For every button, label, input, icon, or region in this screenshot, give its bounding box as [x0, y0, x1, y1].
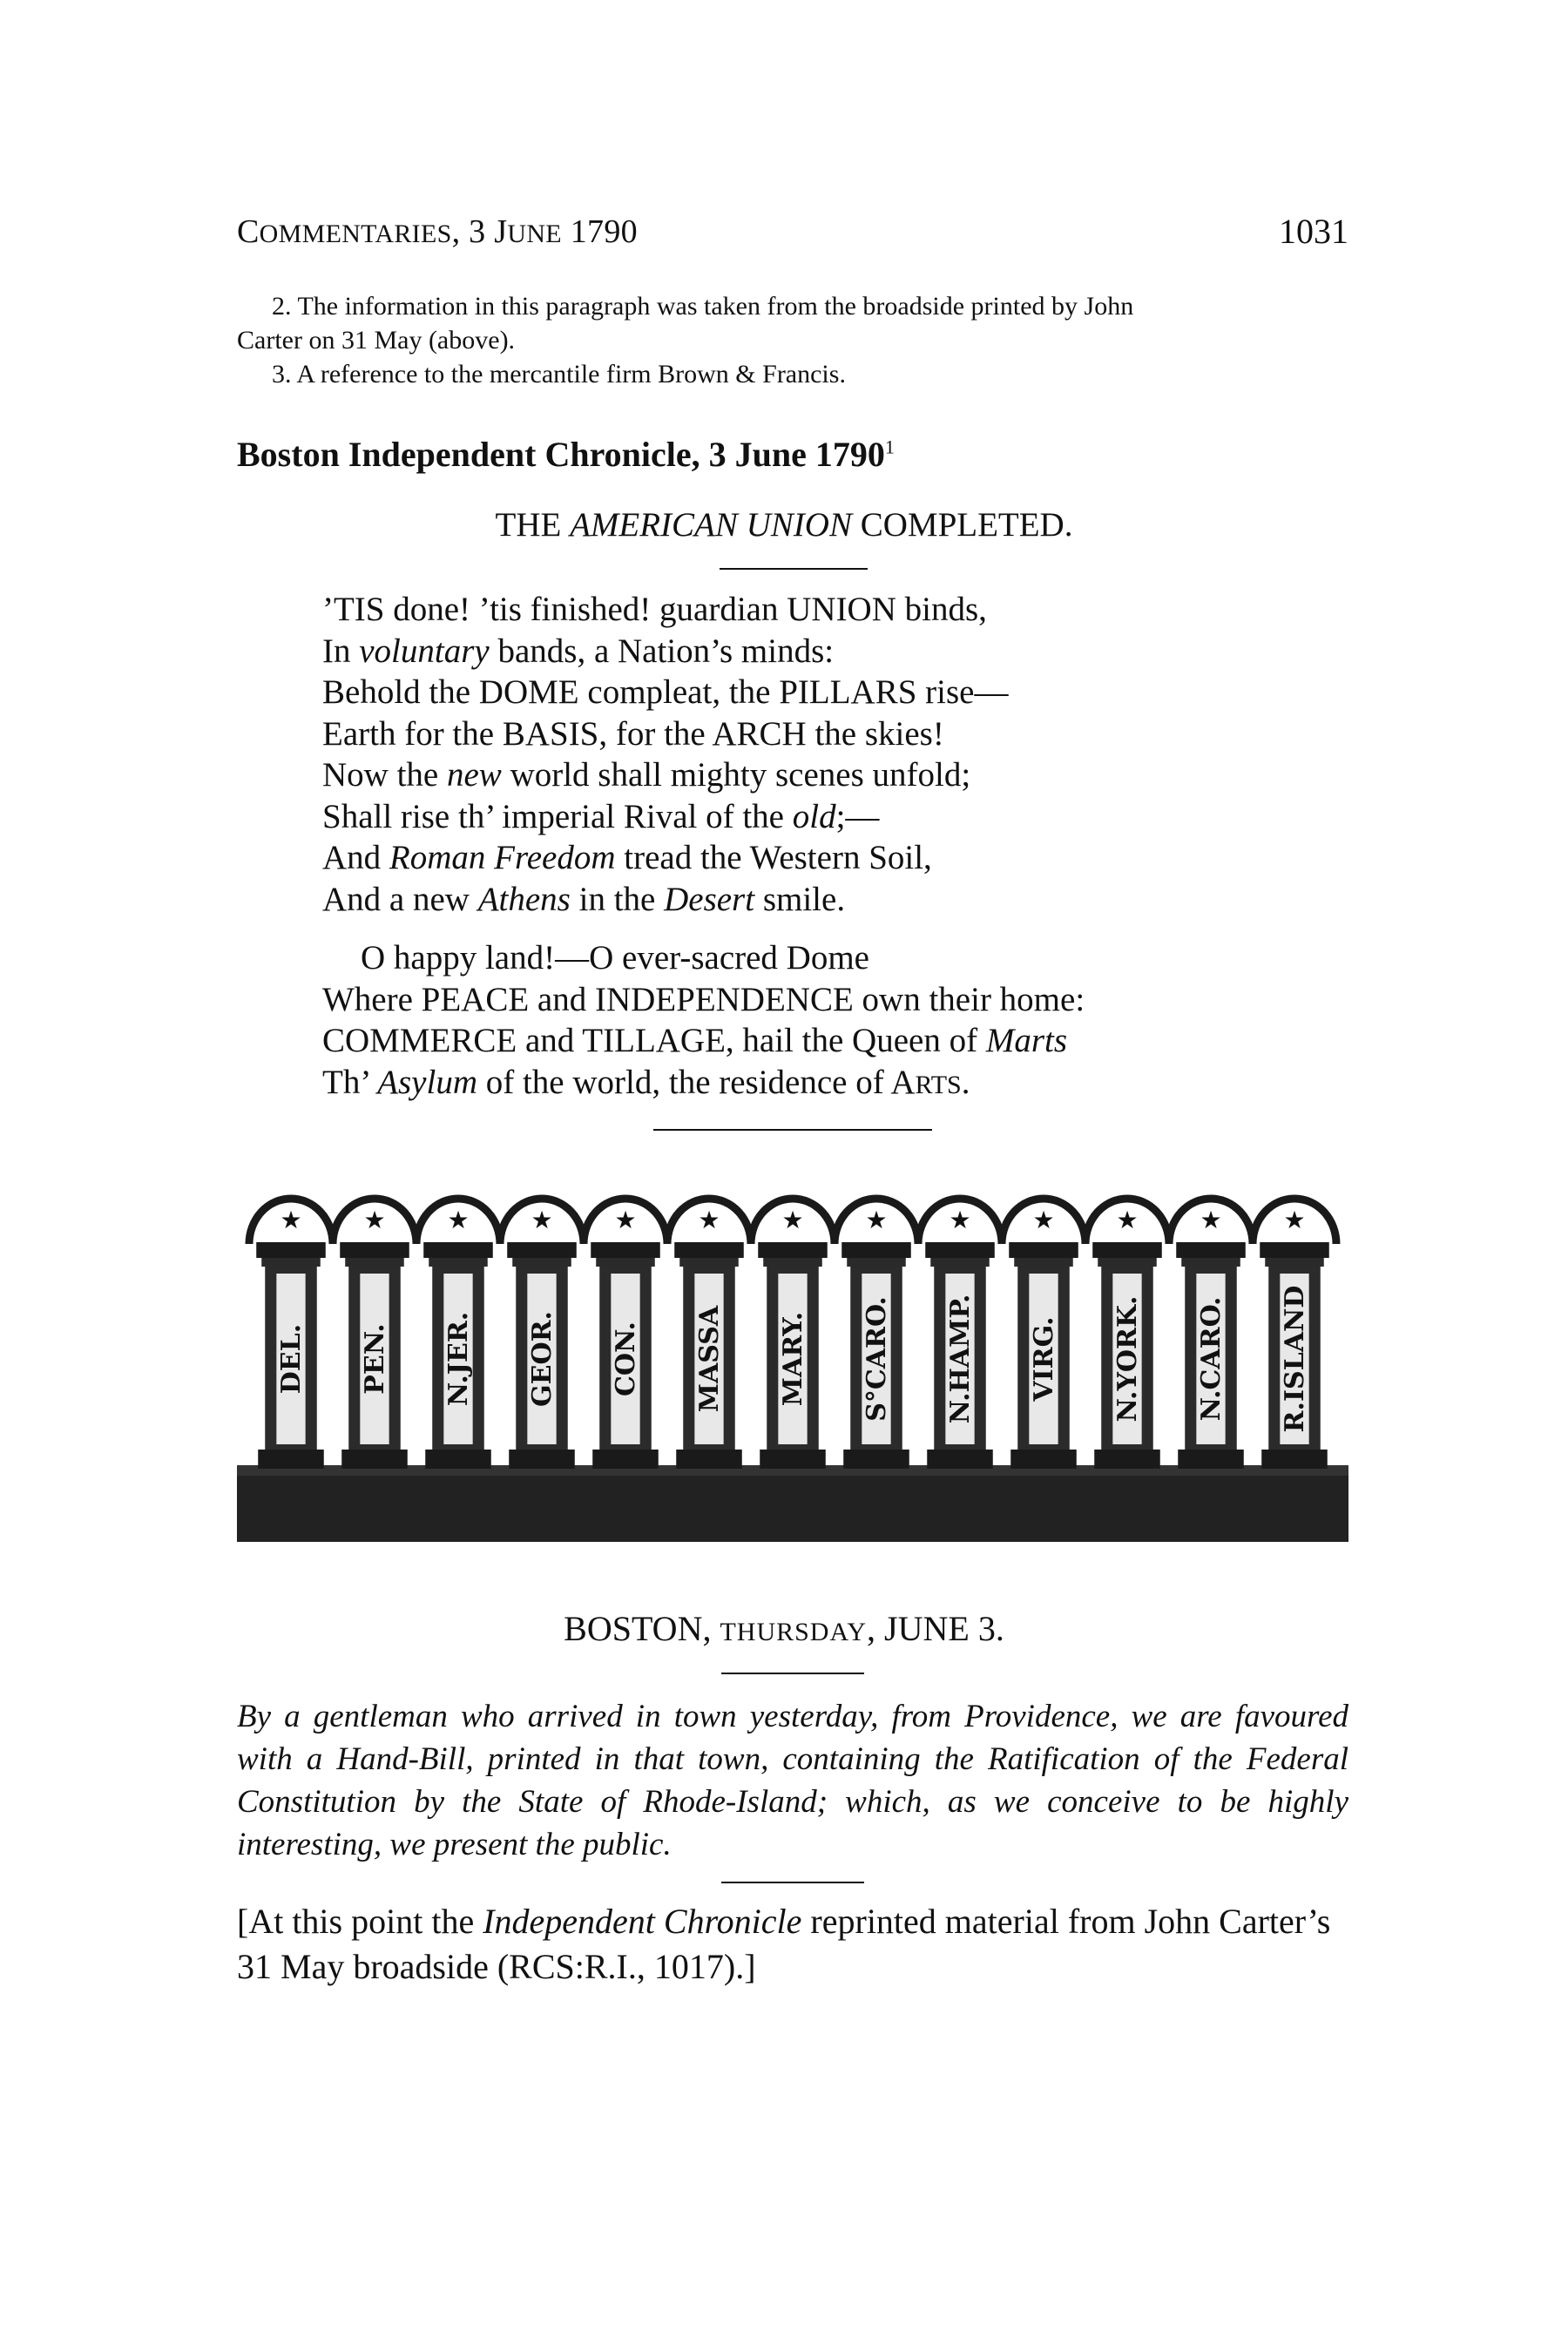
pillar-capital-lower [1181, 1258, 1240, 1267]
dateline-rule [721, 1673, 864, 1674]
poem-line: Shall rise th’ imperial Rival of the old;— [322, 797, 880, 835]
pillar-capital [1260, 1242, 1329, 1258]
pillar-base [676, 1450, 742, 1469]
running-head: COMMENTARIES, 3 JUNE 1790 [237, 213, 638, 250]
pillar-base [341, 1450, 408, 1469]
star-icon: ★ [698, 1206, 720, 1234]
pillar-capital [758, 1242, 828, 1258]
pillar-capital [925, 1242, 995, 1258]
poem-line: Th’ Asylum of the world, the residence of ARTS. [322, 1063, 970, 1101]
pillar-base [1178, 1450, 1244, 1469]
star-icon: ★ [447, 1206, 470, 1234]
poem-line: COMMERCE and TILLAGE, hail the Queen of Marts [322, 1022, 1068, 1059]
page-number: 1031 [1279, 212, 1348, 251]
pillar-base [592, 1450, 659, 1469]
italic-paragraph: By a gentleman who arrived in town yesterday, from Providence, we are favoured with a Hand-Bill, printed in that town, containing the Ratification of the Federal Constitution by the State of Rhode-Island; which, as we conceive to be highly interesting, we present the public. [237, 1699, 1348, 1862]
pillar-label: N.HAMP. [945, 1294, 976, 1424]
pillars-woodcut [237, 1183, 1348, 1549]
pillar-label: VIRG. [1029, 1316, 1059, 1402]
star-icon: ★ [614, 1206, 637, 1234]
pillar-base [760, 1450, 826, 1469]
article-heading: Boston Independent Chronicle, 3 June 1790$^1$ [237, 435, 895, 474]
poem-line: And Roman Freedom tread the Western Soil, [322, 839, 932, 876]
pillar-capital-lower [930, 1258, 990, 1267]
pillar-label: CON. [611, 1321, 641, 1396]
woodcut-base [237, 1472, 1348, 1542]
stanza-2 [322, 937, 1085, 1105]
pillar-capital [507, 1242, 577, 1258]
stanza-1 [322, 589, 1008, 920]
pillar-base [927, 1450, 993, 1469]
pillar-capital-lower [261, 1258, 321, 1267]
poem-line: Now the new world shall mighty scenes unfold; [322, 756, 971, 794]
pillar-base [843, 1450, 909, 1469]
poem-line: Behold the DOME compleat, the PILLARS rise— [322, 673, 1009, 711]
paragraph-rule [721, 1882, 864, 1883]
pillar-capital-lower [679, 1258, 739, 1267]
pillar-label: S°CARO. [862, 1296, 892, 1422]
pillar-capital-lower [596, 1258, 655, 1267]
pillar-base [1261, 1450, 1328, 1469]
pillar-capital [841, 1242, 911, 1258]
star-icon: ★ [865, 1206, 888, 1234]
pillar-label: N.YORK. [1112, 1295, 1143, 1423]
pillar-label: DEL. [276, 1323, 307, 1395]
pillar-label: PEN. [360, 1323, 390, 1395]
pillar-capital-lower [1098, 1258, 1157, 1267]
star-icon: ★ [949, 1206, 971, 1234]
poem-line: Earth for the BASIS, for the ARCH the skies! [322, 714, 944, 753]
star-icon: ★ [280, 1206, 302, 1234]
pillar-capital [591, 1242, 660, 1258]
pillar-capital-lower [1014, 1258, 1073, 1267]
pillar-label: N.JER. [443, 1311, 474, 1407]
pillar-capital [423, 1242, 493, 1258]
poem-title: THE AMERICAN UNION COMPLETED. [495, 506, 1073, 544]
pillar-capital-lower [512, 1258, 571, 1267]
end-rule [653, 1129, 932, 1131]
dateline: BOSTON, THURSDAY, JUNE 3. [564, 1609, 1004, 1648]
pillar-base [258, 1450, 324, 1469]
pillar-base [1094, 1450, 1160, 1469]
poem-line: ’TIS done! ’tis finished! guardian UNION binds, [322, 591, 987, 628]
footnote-ref: 1 [884, 436, 895, 458]
pillar-label: MARY. [778, 1311, 808, 1407]
footnote-2-line2: Carter on 31 May (above). [237, 326, 516, 355]
footnote-2-line1: 2. The information in this paragraph was taken from the broadside printed by John [272, 292, 1134, 321]
pillar-capital-lower [763, 1258, 822, 1267]
poem-line: O happy land!—O ever-sacred Dome [361, 939, 869, 977]
poem-line: In voluntary bands, a Nation’s minds: [322, 632, 835, 670]
pillar-label: GEOR. [527, 1311, 558, 1407]
pillar-base [509, 1450, 575, 1469]
pillar-capital [340, 1242, 409, 1258]
star-icon: ★ [531, 1206, 553, 1234]
pillar-capital [1009, 1242, 1078, 1258]
footnote-3: 3. A reference to the mercantile firm Brown & Francis. [272, 360, 846, 389]
star-icon: ★ [363, 1206, 386, 1234]
pillar-label: MASSA [694, 1305, 725, 1413]
pillar-capital-lower [345, 1258, 404, 1267]
pillar-capital [674, 1242, 744, 1258]
pillar-capital-lower [429, 1258, 488, 1267]
pillar-capital [1176, 1242, 1246, 1258]
title-rule [720, 568, 868, 570]
poem-line: Where PEACE and INDEPENDENCE own their home: [322, 980, 1085, 1018]
star-icon: ★ [1116, 1206, 1139, 1234]
star-icon: ★ [1032, 1206, 1055, 1234]
pillar-capital [256, 1242, 326, 1258]
editorial-note: [At this point the Independent Chronicle reprinted material from John Carter’s 31 May broadside (RCS:R.I., 1017).] [237, 1902, 1331, 1986]
pillar-base [1010, 1450, 1077, 1469]
pillar-capital-lower [1265, 1258, 1324, 1267]
star-icon: ★ [1283, 1206, 1306, 1234]
star-icon: ★ [781, 1206, 804, 1234]
pillar-base [425, 1450, 491, 1469]
pillar-capital-lower [847, 1258, 906, 1267]
poem-line: And a new Athens in the Desert smile. [322, 880, 846, 918]
pillar-label: N.CARO. [1196, 1296, 1227, 1422]
pillar-capital [1092, 1242, 1162, 1258]
pillar-label: R.ISLAND [1280, 1285, 1310, 1433]
star-icon: ★ [1200, 1206, 1222, 1234]
